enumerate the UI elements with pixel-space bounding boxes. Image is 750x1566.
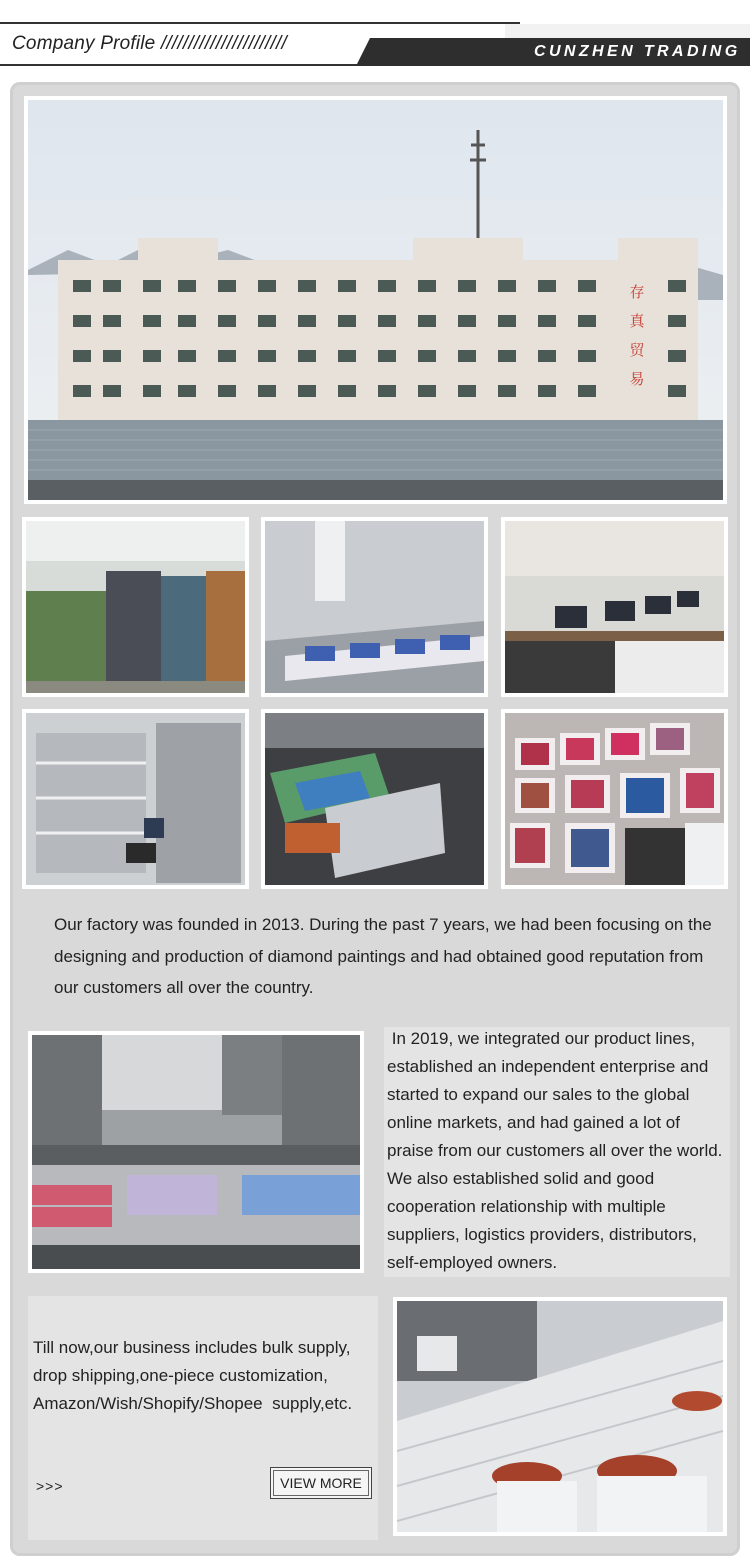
- header-underline: [0, 64, 370, 66]
- page-header: [0, 0, 750, 82]
- brand-name: CUNZHEN TRADING: [534, 43, 741, 60]
- business-paragraph: Till now,our business includes bulk supply, drop shipping,one-piece customization, Amazon/Wish/Shopify/Shopee supply,etc.: [33, 1338, 356, 1413]
- header-top-line: [0, 22, 520, 24]
- computer-office-photo: [501, 517, 728, 697]
- printing-table-image: [265, 521, 484, 693]
- storage-bins-image: [397, 1301, 723, 1532]
- more-arrows: >>>: [36, 1478, 64, 1494]
- sign-char: 存: [629, 283, 645, 301]
- expansion-paragraph: In 2019, we integrated our product lines, established an independent enterprise and started to expand our sales to the global online markets, and had gained a lot of praise from our customers all over the world. We also established solid and good cooperation relationship with multiple suppliers, logistics providers, distributors, self-employed owners.: [387, 1029, 728, 1272]
- section-title: Company Profile ///////////////////////: [12, 33, 287, 54]
- packing-machine-image: [26, 713, 245, 885]
- header-light-strip: [505, 24, 750, 38]
- framed-paintings-photo: [501, 709, 728, 889]
- printing-room-photo: [28, 1031, 364, 1273]
- laminating-machine-photo: [261, 709, 488, 889]
- sign-char: 贸: [629, 341, 645, 359]
- packing-machine-photo: [22, 709, 249, 889]
- view-more-button[interactable]: VIEW MORE: [270, 1467, 372, 1499]
- business-text-box: [28, 1296, 378, 1540]
- printing-table-photo: [261, 517, 488, 697]
- factory-building-image: [28, 100, 723, 500]
- printing-room-image: [32, 1035, 360, 1269]
- warehouse-bags-photo: [22, 517, 249, 697]
- intro-paragraph: Our factory was founded in 2013. During the past 7 years, we had been focusing on the designing and production of diamond paintings and had obtained good reputation from our customers all over the country.: [54, 915, 712, 997]
- factory-building-photo: [24, 96, 727, 504]
- framed-paintings-image: [505, 713, 724, 885]
- storage-bins-photo: [393, 1297, 727, 1536]
- laminating-machine-image: [265, 713, 484, 885]
- computer-office-image: [505, 521, 724, 693]
- warehouse-bags-image: [26, 521, 245, 693]
- sign-char: 易: [629, 370, 645, 388]
- factory-sign: [626, 278, 648, 394]
- sign-char: 真: [629, 312, 645, 330]
